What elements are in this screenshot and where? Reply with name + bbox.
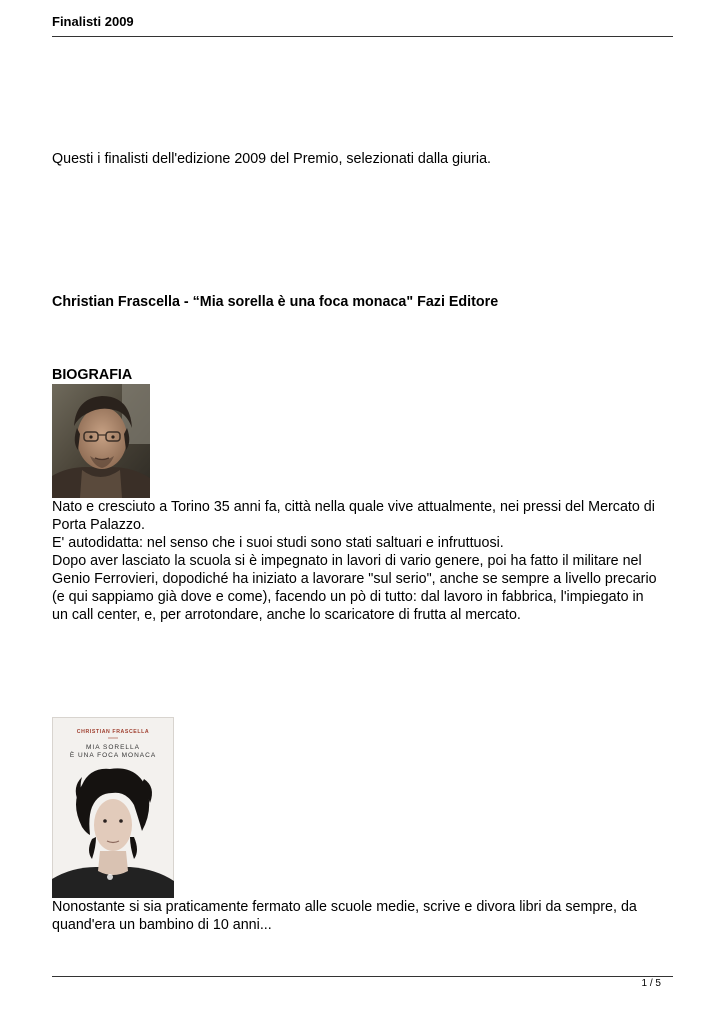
bio-line: Nato e cresciuto a Torino 35 anni fa, città nella quale vive attualmente, nei pressi del Mercato di	[52, 499, 655, 515]
bio-line: quand'era un bambino di 10 anni...	[52, 917, 272, 933]
bio-line: Porta Palazzo.	[52, 517, 145, 533]
bio-line: Dopo aver lasciato la scuola si è impegnato in lavori di vario genere, poi ha fatto il militare nel	[52, 553, 642, 569]
bio-line: E' autodidatta: nel senso che i suoi studi sono stati saltuari e infruttuosi.	[52, 535, 504, 551]
biography-heading: BIOGRAFIA	[52, 367, 133, 383]
bio-line: Nonostante si sia praticamente fermato alle scuole medie, scrive e divora libri da sempre, da	[52, 899, 637, 915]
page-number: 1 / 5	[641, 978, 661, 989]
bio-line: un call center, e, per arrotondare, anche lo scaricatore di frutta al mercato.	[52, 607, 521, 623]
footer-divider	[52, 976, 673, 977]
header-divider	[52, 36, 673, 37]
author-photo	[52, 384, 150, 498]
cover-title-line1: MIA SORELLA	[86, 744, 140, 751]
bio-line: (e qui sappiamo già dove e come), facendo un pò di tutto: dal lavoro in fabbrica, l'impiegato in	[52, 589, 644, 605]
biography-text-continued	[52, 898, 677, 934]
page-header-title: Finalisti 2009	[52, 14, 134, 29]
book-cover-image	[52, 717, 174, 898]
finalist-book-title: Christian Frascella - “Mia sorella è una foca monaca" Fazi Editore	[52, 294, 499, 310]
bio-line: Genio Ferrovieri, dopodiché ha iniziato a lavorare "sul serio", anche se sempre a livello precario	[52, 571, 657, 587]
cover-author: CHRISTIAN FRASCELLA	[76, 729, 150, 735]
intro-paragraph: Questi i finalisti dell'edizione 2009 del Premio, selezionati dalla giuria.	[52, 151, 492, 167]
biography-text	[52, 498, 677, 624]
cover-title-line2: È UNA FOCA MONACA	[69, 752, 157, 759]
